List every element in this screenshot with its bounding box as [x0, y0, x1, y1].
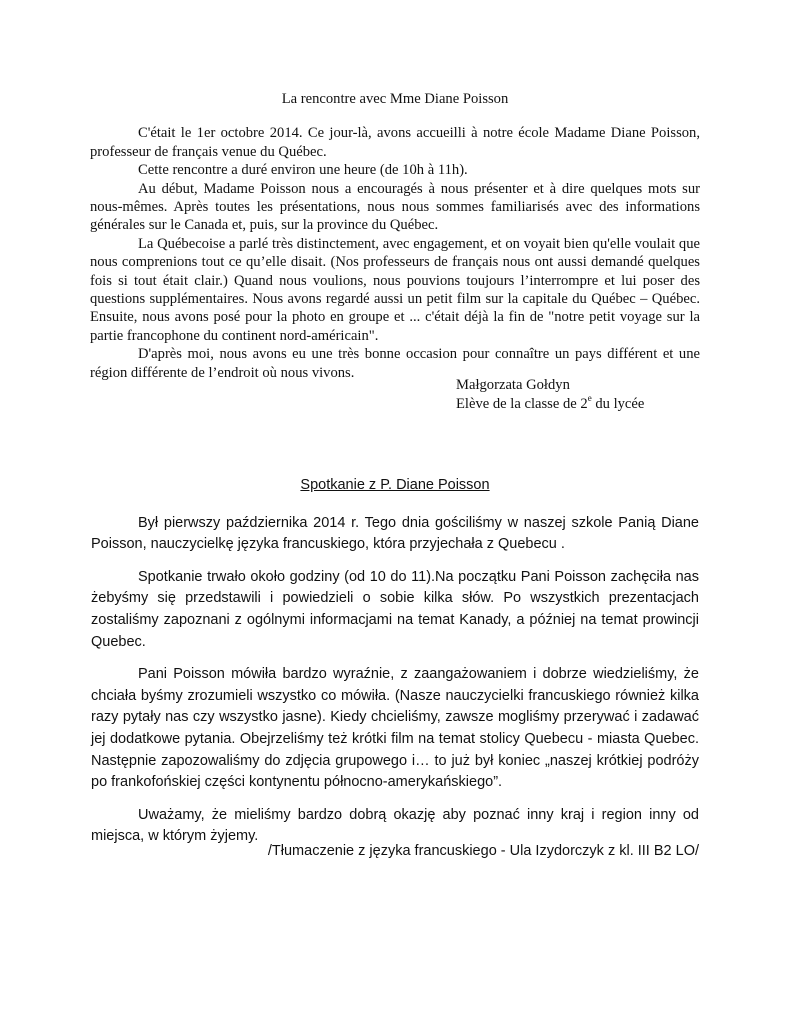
french-paragraph-5: D'après moi, nous avons eu une très bonne occasion pour connaître un pays différent et une région différente de l’endroit où nous vivons. [90, 346, 700, 381]
polish-paragraph-4: Uważamy, że mieliśmy bardzo dobrą okazję aby poznać inny kraj i region inny od miejsca, w którym żyjemy. [91, 806, 699, 845]
polish-title: Spotkanie z P. Diane Poisson [300, 477, 490, 493]
french-signature [456, 376, 716, 413]
french-paragraph-3: Au début, Madame Poisson nous a encouragés à nous présenter et à dire quelques mots sur nous-mêmes. Après toutes les présentations, nous nous sommes familiarisés avec des informations générales sur le Canada et, puis, sur la province du Québec. [90, 180, 700, 234]
polish-paragraph-2: Spotkanie trwało około godziny (od 10 do 11).Na początku Pani Poisson zachęciła nas żebyśmy się przedstawili i powiedzieli o sobie kilka słów. Po wszystkich prezentacjach zostaliśmy zapoznani z ogólnymi informacjami na temat Kanady, a później na temat prowincji Quebec. [91, 568, 699, 650]
signature-class [456, 392, 716, 414]
signature-class-prefix: Elève de la classe de 2 [456, 395, 588, 412]
signature-class-suffix: du lycée [591, 395, 645, 412]
polish-article [91, 475, 699, 859]
french-article [90, 90, 700, 382]
french-paragraph-4: La Québecoise a parlé très distinctement, avec engagement, et on voyait bien qu'elle voulait que nous comprenions tout ce qu’elle disait. (Nos professeurs de français nous ont aussi demandé quelques fois si tout était clair.) Quand nous voulions, nous pouvions toujours l’interrompre et lui poser des questions supplémentaires. Nous avons regardé aussi un petit film sur la capitale du Québec – Québec. Ensuite, nous avons posé pour la photo en groupe et ... c'était déjà la fin de "notre petit voyage sur la partie francophone du continent nord-américain". [90, 235, 700, 344]
signature-class-sup: e [587, 392, 592, 403]
signature-name: Małgorzata Gołdyn [456, 377, 570, 393]
french-title: La rencontre avec Mme Diane Poisson [281, 91, 509, 107]
french-paragraph-2: Cette rencontre a duré environ une heure (de 10h à 11h). [138, 162, 468, 179]
french-paragraph-1: C'était le 1er octobre 2014. Ce jour-là, avons accueilli à notre école Madame Diane Poisson, professeur de français venue du Québec. [90, 125, 700, 160]
polish-paragraph-1: Był pierwszy października 2014 r. Tego dnia gościliśmy w naszej szkole Panią Diane Poisson, nauczycielkę języka francuskiego, która przyjechała z Quebecu . [91, 514, 699, 553]
polish-paragraph-3: Pani Poisson mówiła bardzo wyraźnie, z zaangażowaniem i dobrze wiedzieliśmy, że chciała byśmy zrozumieli wszystko co mówiła. (Nasze nauczycielki francuskiego również kilka razy pytały nas czy wszystko jasne). Kiedy chcieliśmy, zawsze mogliśmy przerywać i zadawać jej dodatkowe pytania. Obejrzeliśmy też krótki film na temat stolicy Quebecu - miasta Quebec. Następnie zapozowaliśmy do zdjęcia grupowego i… to już był koniec „naszej krótkiej podróży po frankofońskiej części kontynentu północno-amerykańskiego”. [91, 666, 699, 791]
translator-credit: /Tłumaczenie z języka francuskiego - Ula Izydorczyk z kl. III B2 LO/ [267, 843, 699, 859]
